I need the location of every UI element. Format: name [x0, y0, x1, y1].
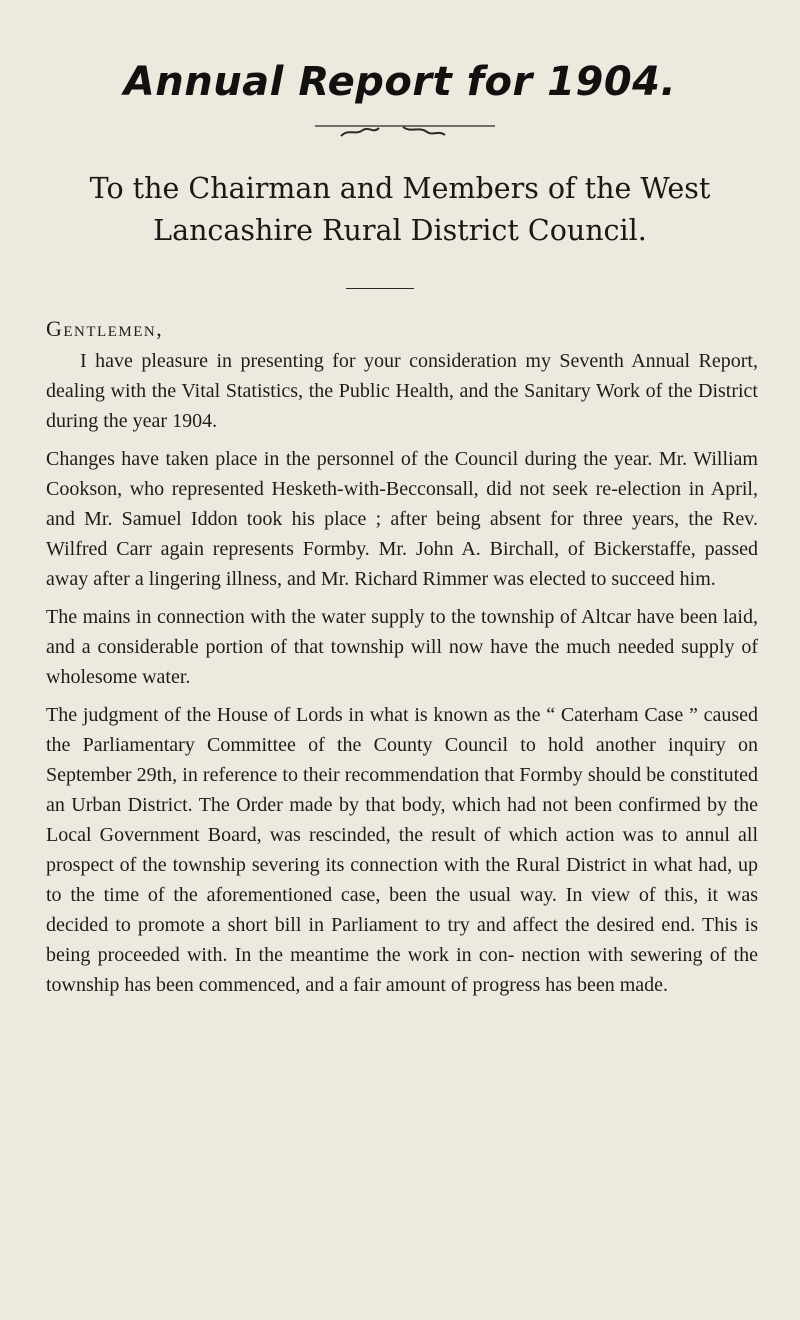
addressee-line: To the Chairman and Members of the West	[89, 172, 711, 205]
addressee-line: Lancashire Rural District Council.	[153, 214, 647, 247]
salutation: Gentlemen,	[46, 316, 164, 341]
paragraph: I have pleasure in presenting for your consideration my Seventh Annual Report, dealing with the Vital Statistics, the Public Health, and the Sanitary Work of the District during the year 1904.	[46, 350, 758, 432]
paragraph: The mains in connection with the water supply to the township of Altcar have been laid, and a considerable portion of that township will now have the much needed supply of wholesome water.	[46, 606, 758, 688]
decorative-flourish-icon	[315, 124, 495, 140]
paragraph: Changes have taken place in the personnel of the Council during the year. Mr. William Cookson, who represented Hesketh-with-Becconsall, did not seek re-election in April, and Mr. Samuel Iddon took his place ; after being absent for three years, the Rev. Wilfred Carr again represents Formby. Mr. John A. Birchall, of Bickerstaffe, passed away after a lingering illness, and Mr. Richard Rimmer was elected to succeed him.	[46, 448, 758, 590]
addressee	[0, 168, 800, 252]
paragraph: The judgment of the House of Lords in what is known as the “ Caterham Case ” caused the Parliamentary Committee of the County Council to hold another inquiry on September 29th, in reference to their recommendation that Formby should be constituted an Urban District. The Order made by that body, which had not been confirmed by the Local Government Board, was rescinded, the result of which action was to annul all prospect of the township severing its connection with the Rural District in what had, up to the time of the aforementioned case, been the usual way. In view of this, it was decided to promote a short bill in Parliament to try and affect the desired end. This is being proceeded with. In the meantime the work in con- nection with sewering of the township has been commenced, and a fair amount of progress has been made.	[46, 704, 758, 996]
section-divider	[346, 288, 414, 289]
report-body	[46, 346, 758, 1008]
report-title: Annual Report for 1904.	[123, 59, 677, 105]
